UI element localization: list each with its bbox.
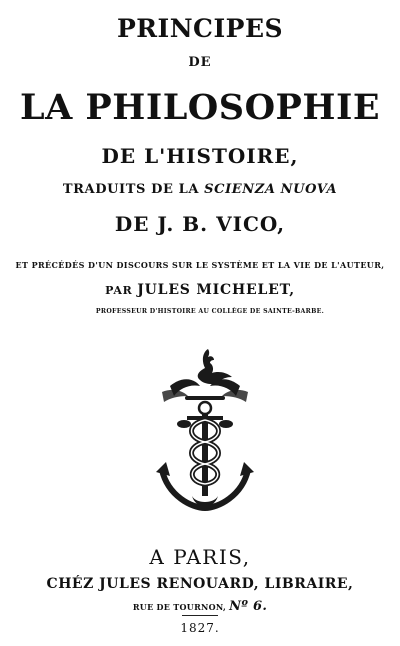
- translation-prefix: TRADUITS DE LA: [62, 182, 205, 197]
- title-line-de: DE: [188, 55, 212, 70]
- imprint-year: 1827.: [180, 621, 220, 635]
- imprint-publisher: CHÉZ JULES RENOUARD, LIBRAIRE,: [46, 576, 354, 592]
- discourse-line: ET PRÉCÉDÉS D'UN DISCOURS SUR LE SYSTÈME ET LA VIE DE L'AUTEUR,: [15, 260, 385, 270]
- imprint-city: A PARIS,: [149, 545, 251, 569]
- imprint-address: RUE DE TOURNON,: [132, 602, 230, 612]
- divider-rule: [182, 615, 218, 616]
- scienza-nuova-title: SCIENZA NUOVA: [204, 182, 338, 197]
- rooster-anchor-emblem-icon: [150, 346, 260, 516]
- title-line-philosophie: LA PHILOSOPHIE: [19, 87, 380, 128]
- title-line-principes: PRINCIPES: [116, 14, 284, 43]
- translator-prefix: PAR: [105, 284, 138, 297]
- translator-name: JULES MICHELET,: [137, 282, 295, 298]
- title-line-histoire: DE L'HISTOIRE,: [101, 144, 299, 168]
- author-vico-line: DE J. B. VICO,: [114, 212, 286, 236]
- translator-title-line: PROFESSEUR D'HISTOIRE AU COLLÈGE DE SAINTE-BARBE.: [95, 308, 325, 315]
- translation-line: [0, 183, 400, 196]
- translator-line: [0, 283, 400, 297]
- imprint-number: Nº 6.: [229, 599, 268, 614]
- imprint-address-line: [0, 600, 400, 613]
